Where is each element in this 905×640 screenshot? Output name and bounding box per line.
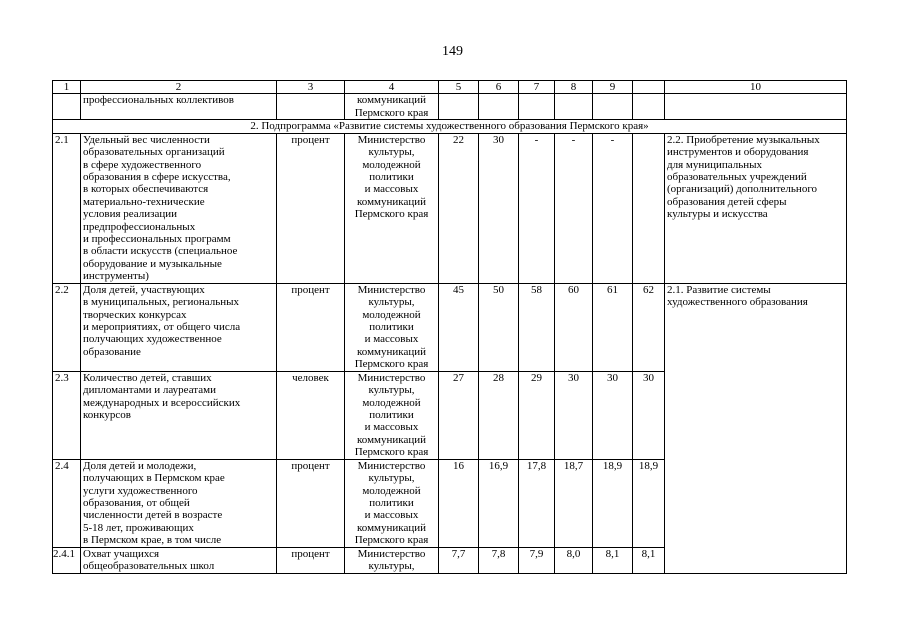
continued-row [53,94,847,120]
value-cell: 18,7 [555,459,593,547]
value-cell: 61 [593,283,633,371]
column-header: 2 [81,81,277,94]
value-cell: 50 [479,283,519,371]
indicators-table [52,80,847,574]
page-number: 149 [442,44,463,59]
value-cell: 30 [593,371,633,459]
value-cell: 60 [555,283,593,371]
column-header: 5 [439,81,479,94]
value-cell: 27 [439,371,479,459]
table-row [53,371,847,459]
responsible-org: Министерство культуры, [345,547,439,573]
value-cell: 7,7 [439,547,479,573]
table-row [53,547,847,573]
value-cell [633,133,665,283]
table-row [53,459,847,547]
indicator-name: Охват учащихся общеобразовательных школ [81,547,277,573]
indicator-name: Количество детей, ставших дипломантами и лауреатами международных и всероссийских конкурсов [81,371,277,459]
row-number: 2.1 [53,133,81,283]
section-row [53,120,847,133]
indicator-name: Доля детей, участвующих в муниципальных, региональных творческих конкурсах и мероприятиях, от общего числа получающих художественное образование [81,283,277,371]
table-row [53,283,847,371]
indicator-name: Доля детей и молодежи, получающих в Пермском крае услуги художественного образования, от общей численности детей в возрасте 5-18 лет, проживающих в Пермском крае, в том числе [81,459,277,547]
value-cell: 30 [479,133,519,283]
column-header: 6 [479,81,519,94]
row-number: 2.4 [53,459,81,547]
responsible-org: Министерство культуры, молодежной политики и массовых коммуникаций Пермского края [345,283,439,371]
column-header: 9 [593,81,633,94]
value-cell: - [593,133,633,283]
indicator-name: Удельный вес численности образовательных организаций в сфере художественного образования в сфере искусства, в которых обеспечиваются материально-технические условия реализации предпрофессиональных и профессиональных программ в области искусств (специальное оборудование и музыкальные инструменты) [81,133,277,283]
value-cell: 22 [439,133,479,283]
row-number: 2.3 [53,371,81,459]
value-cell: - [519,133,555,283]
column-header-empty [633,81,665,94]
column-header-row [53,81,847,94]
unit: человек [277,371,345,459]
column-header: 7 [519,81,555,94]
section-title: 2. Подпрограмма «Развитие системы художественного образования Пермского края» [53,120,847,133]
value-cell: 17,8 [519,459,555,547]
unit: процент [277,133,345,283]
row-number: 2.2 [53,283,81,371]
value-cell: 18,9 [633,459,665,547]
value-cell: 58 [519,283,555,371]
value-cell: 62 [633,283,665,371]
value-cell: 8,1 [593,547,633,573]
value-cell: 7,9 [519,547,555,573]
value-cell: 45 [439,283,479,371]
value-cell: 8,1 [633,547,665,573]
value-cell: 28 [479,371,519,459]
column-header: 1 [53,81,81,94]
responsible-org: Министерство культуры, молодежной политики и массовых коммуникаций Пермского края [345,371,439,459]
unit: процент [277,547,345,573]
value-cell: 30 [633,371,665,459]
responsible-org: Министерство культуры, молодежной политики и массовых коммуникаций Пермского края [345,133,439,283]
unit: процент [277,459,345,547]
column-header: 10 [665,81,847,94]
linked-measure: 2.1. Развитие системы художественного образования [665,283,847,371]
column-header: 3 [277,81,345,94]
responsible-org: Министерство культуры, молодежной политики и массовых коммуникаций Пермского края [345,459,439,547]
value-cell: 8,0 [555,547,593,573]
row-number: 2.4.1 [53,547,81,573]
value-cell: 18,9 [593,459,633,547]
value-cell: 30 [555,371,593,459]
value-cell: 16,9 [479,459,519,547]
table-row [53,133,847,283]
value-cell: 29 [519,371,555,459]
unit: процент [277,283,345,371]
column-header: 4 [345,81,439,94]
linked-measure: 2.2. Приобретение музыкальных инструментов и оборудования для муниципальных образовательных учреждений (организаций) дополнительного образования детей сферы культуры и искусства [665,133,847,283]
indicator-name: профессиональных коллективов [81,94,277,120]
value-cell: 16 [439,459,479,547]
column-header: 8 [555,81,593,94]
value-cell: 7,8 [479,547,519,573]
value-cell: - [555,133,593,283]
responsible-org: коммуникаций Пермского края [345,94,439,120]
